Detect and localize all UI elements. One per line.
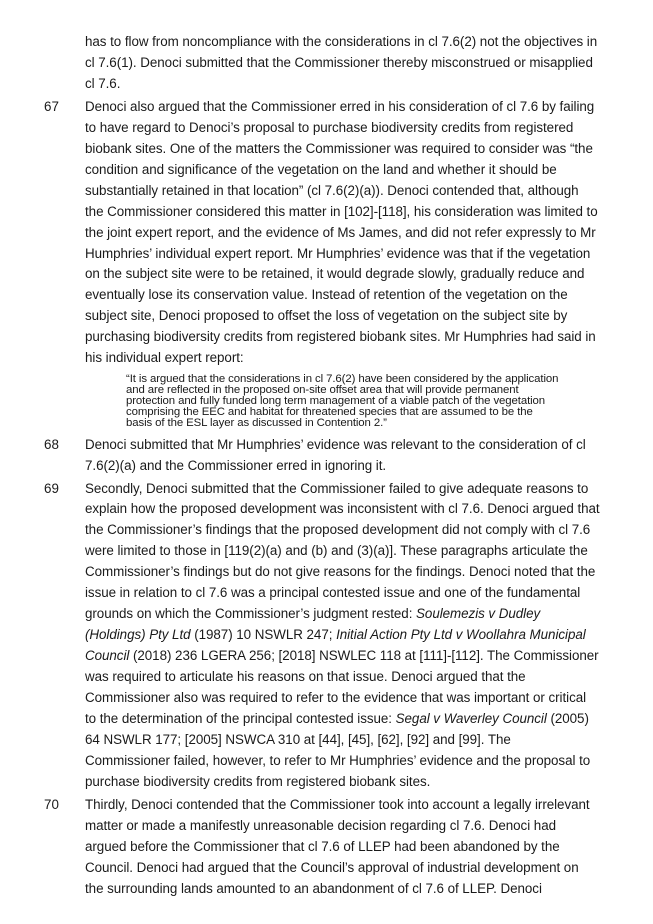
paragraph-line: were limited to those in [119(2)(a) and (b) and (3)(a)]. These paragraphs articulate the (85, 543, 588, 558)
block-quote-line: comprising the EEC and habitat for threatened species that are assumed to be the (126, 406, 533, 418)
paragraph-line: was required to articulate his reasons on that issue. Denoci argued that the (85, 669, 526, 684)
case-citation: Initial Action Pty Ltd v Woollahra Municipal (336, 627, 586, 642)
paragraph-line: eventually lose its conservation value. Instead of retention of the vegetation on the (85, 287, 568, 302)
paragraph-text: to the determination of the principal contested issue: (85, 711, 396, 726)
citation-text: (2005) (546, 711, 589, 726)
paragraph-line: his individual expert report: (85, 350, 244, 365)
paragraph-line: Commissioner’s findings but do not give reasons for the findings. Denoci noted that the (85, 564, 596, 579)
paragraph-line: Council. Denoci had argued that the Council’s approval of industrial development on (85, 860, 579, 875)
block-quote-line: protection and fully funded long term management of a viable patch of the vegetation (126, 395, 546, 407)
paragraph-line: 7.6(2)(a) and the Commissioner erred in ignoring it. (85, 458, 387, 473)
paragraph-line: biobank sites. One of the matters the Commissioner was required to consider was “the (85, 141, 593, 156)
paragraph-number: 67 (44, 99, 59, 114)
paragraph-line (85, 710, 589, 727)
paragraph-line: substantially retained in that location” (cl 7.6(2)(a)). Denoci contended that, although (85, 183, 579, 198)
block-quote-line: “It is argued that the considerations in cl 7.6(2) have been considered by the application (126, 373, 559, 385)
case-citation: Council (85, 648, 130, 663)
paragraph-line: matter or made a manifestly unreasonable decision regarding cl 7.6. Denoci had (85, 818, 556, 833)
paragraph-line: Commissioner failed, however, to refer to Mr Humphries’ evidence and the proposal to (85, 753, 591, 768)
paragraph-line: the Commissioner considered this matter in [102]-[118], his consideration was limited to (85, 204, 598, 219)
paragraph-line: the joint expert report, and the evidence of Ms James, and did not refer expressly to Mr (85, 225, 596, 240)
paragraph-line (85, 647, 599, 664)
citation-text: (1987) 10 NSWLR 247; (190, 627, 337, 642)
paragraph-line: cl 7.6(1). Denoci submitted that the Commissioner thereby misconstrued or misapplied (85, 55, 593, 70)
paragraph-line: Denoci submitted that Mr Humphries’ evidence was relevant to the consideration of cl (85, 437, 586, 452)
paragraph-line: cl 7.6. (85, 76, 121, 91)
paragraph-line (85, 626, 586, 643)
paragraph-line (85, 605, 540, 622)
paragraph-line: the surrounding lands amounted to an abandonment of cl 7.6 of LLEP. Denoci (85, 881, 542, 896)
block-quote-line: basis of the ESL layer as discussed in Contention 2.” (126, 417, 387, 429)
paragraph-line: issue in relation to cl 7.6 was a principal contested issue and one of the fundamental (85, 585, 581, 600)
paragraph-number: 70 (44, 797, 59, 812)
case-citation: (Holdings) Pty Ltd (85, 627, 191, 642)
paragraph-line: Commissioner also was required to refer to the evidence that was important or critical (85, 690, 587, 705)
paragraph-line: 64 NSWLR 177; [2005] NSWCA 310 at [44], [45], [62], [92] and [99]. The (85, 732, 511, 747)
paragraph-line: explain how the proposed development was inconsistent with cl 7.6. Denoci argued that (85, 501, 600, 516)
paragraph-line: purchase biodiversity credits from registered biobank sites. (85, 774, 431, 789)
block-quote-line: and are reflected in the proposed on-site offset area that will provide permanent (126, 384, 519, 396)
case-citation: Soulemezis v Dudley (416, 606, 541, 621)
case-citation: Segal v Waverley Council (395, 711, 547, 726)
paragraph-line: Secondly, Denoci submitted that the Commissioner failed to give adequate reasons to (85, 481, 589, 496)
paragraph-line: subject site, Denoci proposed to offset the loss of vegetation on the subject site by (85, 308, 568, 323)
paragraph-line: argued before the Commissioner that cl 7.6 of LLEP had been abandoned by the (85, 839, 560, 854)
paragraph-line: Denoci also argued that the Commissioner erred in his consideration of cl 7.6 by failing (85, 99, 595, 114)
paragraph-number: 69 (44, 481, 59, 496)
paragraph-text: grounds on which the Commissioner’s judgment rested: (85, 606, 417, 621)
paragraph-line: purchasing biodiversity credits from registered biobank sites. Mr Humphries had said in (85, 329, 596, 344)
paragraph-line: the Commissioner’s findings that the proposed development did not comply with cl 7.6 (85, 522, 591, 537)
paragraph-line: Humphries’ individual expert report. Mr Humphries’ evidence was that if the vegetation (85, 246, 591, 261)
citation-text: (2018) 236 LGERA 256; [2018] NSWLEC 118 at [111]-[112]. The Commissioner (129, 648, 599, 663)
paragraph-line: to have regard to Denoci’s proposal to purchase biodiversity credits from registered (85, 120, 574, 135)
paragraph-line: has to flow from noncompliance with the considerations in cl 7.6(2) not the objectives in (85, 34, 598, 49)
paragraph-line: Thirdly, Denoci contended that the Commissioner took into account a legally irrelevant (85, 797, 590, 812)
paragraph-number: 68 (44, 437, 59, 452)
paragraph-line: condition and significance of the vegetation on the land and whether it should be (85, 162, 557, 177)
paragraph-line: on the subject site were to be retained, it would degrade slowly, gradually reduce and (85, 266, 585, 281)
